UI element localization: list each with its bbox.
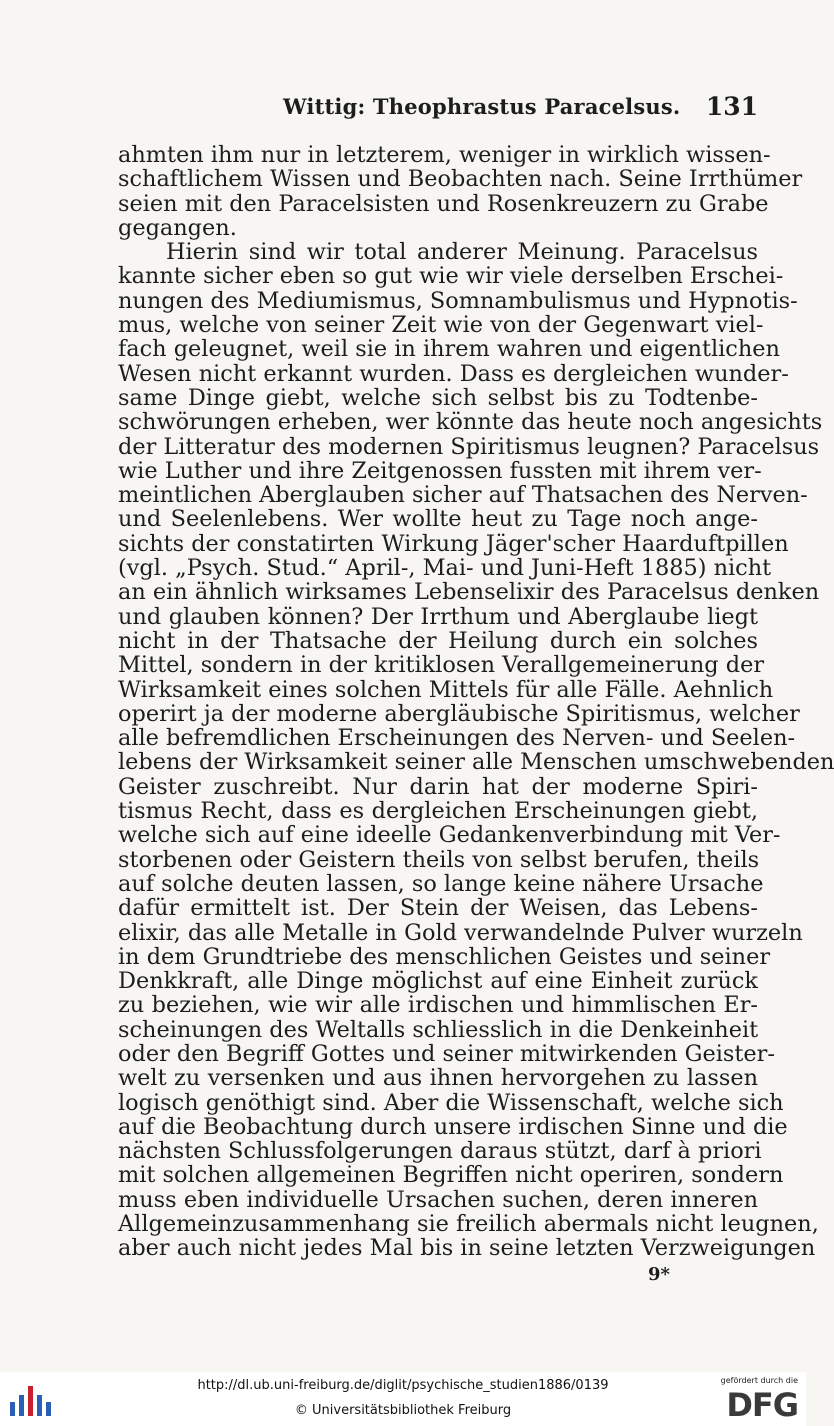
text-line: Geister zuschreibt. Nur darin hat der moderne Spiri-	[118, 773, 758, 800]
text-line: welche sich auf eine ideelle Gedankenverbindung mit Ver-	[118, 822, 781, 849]
text-line: schwörungen erheben, wer könnte das heute noch angesichts	[118, 409, 823, 436]
page-header	[118, 92, 758, 126]
signature-mark: 9*	[648, 1264, 670, 1285]
text-line: Denkkraft, alle Dinge möglichst auf eine Einheit zurück	[118, 968, 758, 995]
body-text	[118, 142, 834, 1262]
text-line: Allgemeinzusammenhang sie freilich abermals nicht leugnen,	[118, 1211, 819, 1238]
text-line: an ein ähnlich wirksames Lebenselixir des Paracelsus denken	[118, 579, 820, 606]
footer	[0, 1372, 806, 1426]
text-line: mus, welche von seiner Zeit wie von der Gegenwart viel-	[118, 312, 764, 339]
text-line: logisch genöthigt sind. Aber die Wissenschaft, welche sich	[118, 1089, 784, 1116]
dfg-funded-by: gefördert durch die	[720, 1376, 798, 1385]
copyright-notice: © Universitätsbibliothek Freiburg	[294, 1403, 512, 1418]
running-head: Wittig: Theophrastus Paracelsus.	[283, 94, 681, 119]
text-line: sichts der constatirten Wirkung Jäger'scher Haarduftpillen	[118, 530, 789, 557]
text-line: welt zu versenken und aus ihnen hervorgehen zu lassen	[118, 1065, 758, 1092]
text-line: Wesen nicht erkannt wurden. Dass es dergleichen wunder-	[118, 360, 789, 387]
text-line: und Seelenlebens. Wer wollte heut zu Tage noch ange-	[118, 506, 758, 533]
text-line: fach geleugnet, weil sie in ihrem wahren und eigentlichen	[118, 336, 780, 363]
text-line: nächsten Schlussfolgerungen daraus stützt, darf à priori	[118, 1138, 762, 1165]
text-line: gegangen.	[118, 214, 237, 241]
text-line: meintlichen Aberglauben sicher auf Thatsachen des Nerven-	[118, 482, 808, 509]
text-line: lebens der Wirksamkeit seiner alle Menschen umschwebenden	[118, 749, 834, 776]
text-line: (vgl. „Psych. Stud.“ April-, Mai- und Juni-Heft 1885) nicht	[118, 555, 772, 582]
text-line: seien mit den Paracelsisten und Rosenkreuzern zu Grabe	[118, 190, 769, 217]
text-line: operirt ja der moderne abergläubische Spiritismus, welcher	[118, 700, 800, 727]
text-line: der Litteratur des modernen Spiritismus leugnen? Paracelsus	[118, 433, 820, 460]
text-line: elixir, das alle Metalle in Gold verwandelnde Pulver wurzeln	[118, 919, 803, 946]
text-line: mit solchen allgemeinen Begriffen nicht operiren, sondern	[118, 1162, 784, 1189]
text-line: dafür ermittelt ist. Der Stein der Weisen, das Lebens-	[118, 895, 758, 922]
text-line: in dem Grundtriebe des menschlichen Geistes und seiner	[118, 943, 771, 970]
text-line: zu beziehen, wie wir alle irdischen und himmlischen Er-	[118, 992, 758, 1019]
text-line: same Dinge giebt, welche sich selbst bis zu Todtenbe-	[118, 384, 758, 411]
page-number: 131	[705, 92, 758, 121]
text-line: aber auch nicht jedes Mal bis in seine letzten Verzweigungen	[118, 1235, 816, 1262]
document-url[interactable]: http://dl.ub.uni-freiburg.de/diglit/psychische_studien1886/0139	[197, 1378, 609, 1393]
text-line: scheinungen des Weltalls schliesslich in die Denkeinheit	[118, 1016, 759, 1043]
text-line: auf solche deuten lassen, so lange keine nähere Ursache	[118, 870, 764, 897]
text-line: schaftlichem Wissen und Beobachten nach. Seine Irrthümer	[118, 166, 803, 193]
text-line: muss eben individuelle Ursachen suchen, deren inneren	[118, 1186, 758, 1213]
text-line: alle befremdlichen Erscheinungen des Nerven- und Seelen-	[118, 725, 796, 752]
text-line: und glauben können? Der Irrthum und Aberglaube liegt	[118, 603, 758, 630]
text-line: auf die Beobachtung durch unsere irdischen Sinne und die	[118, 1113, 788, 1140]
text-line: wie Luther und ihre Zeitgenossen fussten mit ihrem ver-	[118, 457, 762, 484]
text-line: nicht in der Thatsache der Heilung durch ein solches	[118, 627, 758, 654]
text-line: ahmten ihm nur in letzterem, weniger in wirklich wissen-	[118, 142, 771, 168]
text-line: storbenen oder Geistern theils von selbst berufen, theils	[118, 846, 760, 873]
dfg-logo	[702, 1376, 798, 1424]
text-line: kannte sicher eben so gut wie wir viele derselben Erschei-	[118, 263, 784, 290]
text-line: Wirksamkeit eines solchen Mittels für alle Fälle. Aehnlich	[118, 676, 774, 703]
text-line: oder den Begriff Gottes und seiner mitwirkenden Geister-	[118, 1040, 775, 1067]
text-line: nungen des Mediumismus, Somnambulismus und Hypnotis-	[118, 287, 798, 314]
dfg-mark: DFG	[726, 1386, 798, 1424]
text-line: Mittel, sondern in der kritiklosen Verallgemeinerung der	[118, 652, 765, 679]
text-line: Hierin sind wir total anderer Meinung. Paracelsus	[166, 239, 758, 266]
text-line: tismus Recht, dass es dergleichen Erscheinungen giebt,	[118, 798, 758, 825]
